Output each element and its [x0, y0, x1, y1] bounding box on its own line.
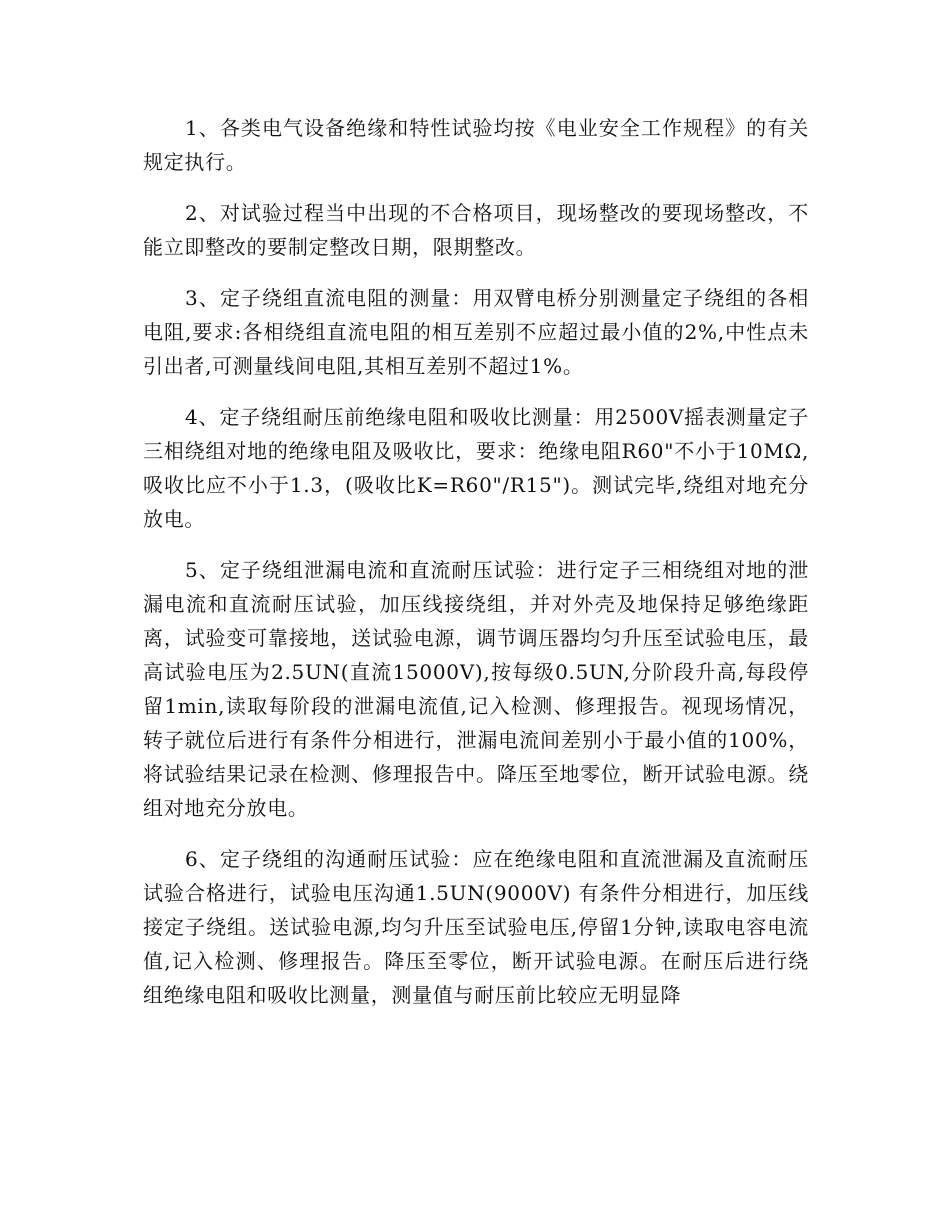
- paragraph-6: 6、定子绕组的沟通耐压试验：应在绝缘电阻和直流泄漏及直流耐压试验合格进行，试验电压沟通1.5UN(9000V) 有条件分相进行，加压线接定子绕组。送试验电源,均匀升压至试验电压,停留1分钟,读取电容电流值,记入检测、修理报告。降压至零位，断开试验电源。在耐压后进行绕组绝缘电阻和吸收比测量，测量值与耐压前比较应无明显降: [143, 847, 809, 1007]
- paragraph-4: 4、定子绕组耐压前绝缘电阻和吸收比测量：用2500V摇表测量定子三相绕组对地的绝缘电阻及吸收比，要求：绝缘电阻R60"不小于10MΩ,吸收比应不小于1.3，(吸收比K=R60"/R15")。测试完毕,绕组对地充分放电。: [143, 405, 809, 531]
- document-body: [143, 111, 809, 1029]
- paragraph-5: 5、定子绕组泄漏电流和直流耐压试验：进行定子三相绕组对地的泄漏电流和直流耐压试验，加压线接绕组，并对外壳及地保持足够绝缘距离，试验变可靠接地，送试验电源，调节调压器均匀升压至试验电压，最高试验电压为2.5UN(直流15000V),按每级0.5UN,分阶段升高,每段停留1min,读取每阶段的泄漏电流值,记入检测、修理报告。视现场情况，转子就位后进行有条件分相进行，泄漏电流间差别小于最小值的100%，将试验结果记录在检测、修理报告中。降压至地零位，断开试验电源。绕组对地充分放电。: [143, 558, 809, 820]
- paragraph-3: 3、定子绕组直流电阻的测量：用双臂电桥分别测量定子绕组的各相电阻,要求:各相绕组直流电阻的相互差别不应超过最小值的2%,中性点未引出者,可测量线间电阻,其相互差别不超过1%。: [143, 286, 809, 378]
- paragraph-2: 2、对试验过程当中出现的不合格项目，现场整改的要现场整改，不能立即整改的要制定整改日期，限期整改。: [143, 201, 809, 259]
- paragraph-1: 1、各类电气设备绝缘和特性试验均按《电业安全工作规程》的有关规定执行。: [143, 116, 809, 174]
